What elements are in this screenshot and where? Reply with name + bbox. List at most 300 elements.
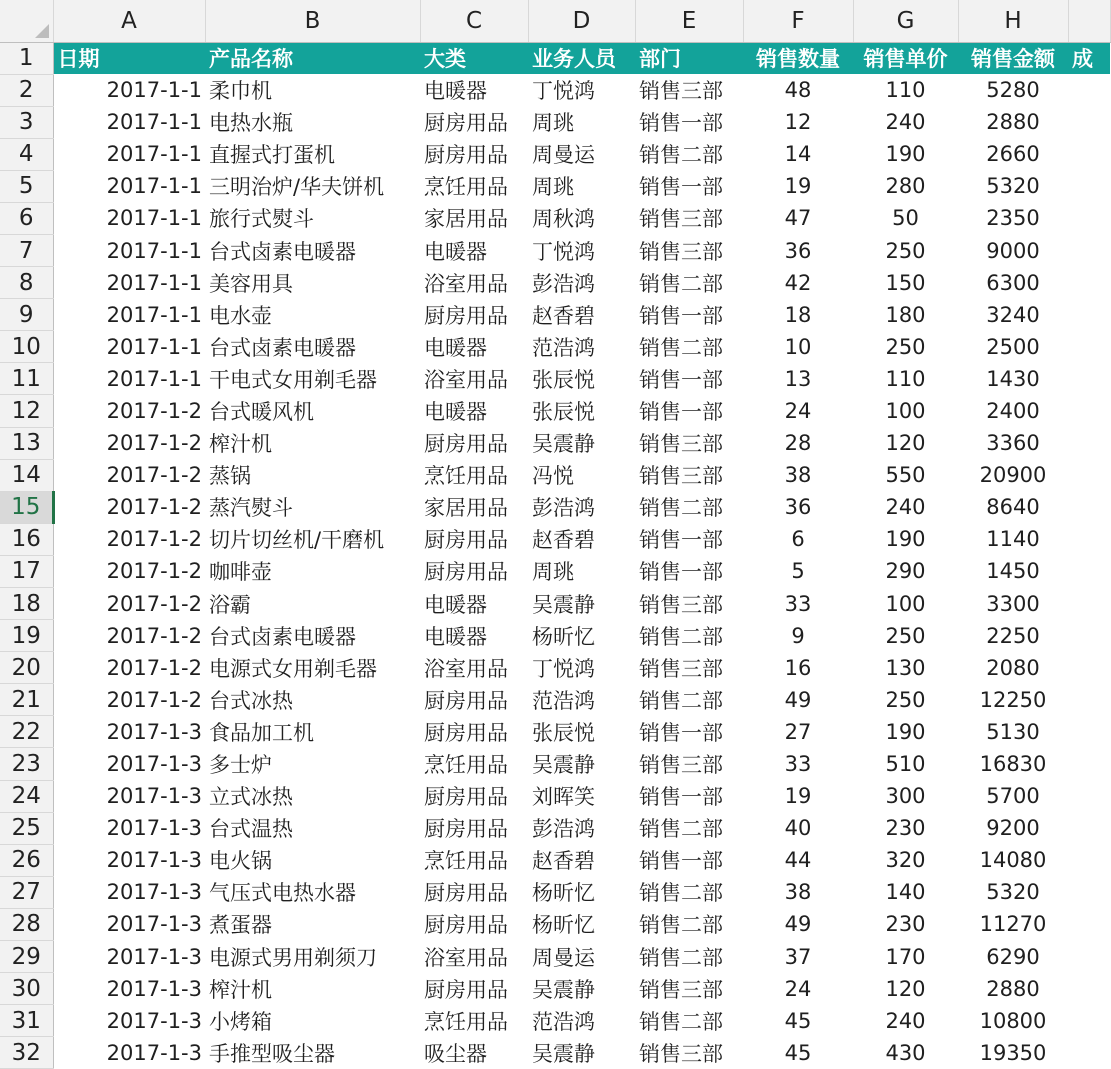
cell-salesperson[interactable]: 杨昕忆: [532, 624, 595, 649]
cell-unit-price[interactable]: 280: [885, 174, 926, 199]
header-cell-cost[interactable]: 成: [1068, 42, 1110, 74]
column-header-g[interactable]: G: [853, 0, 958, 42]
cell-category[interactable]: 厨房用品: [424, 977, 508, 1002]
cell-date[interactable]: 2017-1-3: [106, 1040, 202, 1065]
cell-category[interactable]: 电暖器: [424, 624, 487, 649]
cell-product[interactable]: 美容用具: [209, 271, 293, 296]
cell-salesperson[interactable]: 赵香碧: [532, 849, 595, 874]
cell-salesperson[interactable]: 赵香碧: [532, 303, 595, 328]
cell-category[interactable]: 厨房用品: [424, 913, 508, 938]
cell-product[interactable]: 咖啡壶: [209, 560, 272, 585]
cell-empty[interactable]: [1068, 876, 1110, 908]
row-number[interactable]: 2: [0, 74, 53, 106]
cell-date[interactable]: 2017-1-1: [106, 238, 202, 263]
row-number[interactable]: 18: [0, 588, 53, 620]
cell-salesperson[interactable]: 杨昕忆: [532, 881, 595, 906]
cell-amount[interactable]: 3300: [986, 591, 1040, 616]
cell-product[interactable]: 多士炉: [209, 753, 272, 778]
cell-department[interactable]: 销售三部: [639, 753, 723, 778]
cell-amount[interactable]: 9200: [986, 816, 1040, 841]
cell-salesperson[interactable]: 吴震静: [532, 1041, 595, 1066]
cell-category[interactable]: 烹饪用品: [424, 175, 508, 200]
cell-salesperson[interactable]: 周珧: [532, 175, 574, 200]
cell-quantity[interactable]: 24: [784, 398, 812, 423]
cell-unit-price[interactable]: 120: [885, 431, 926, 456]
cell-product[interactable]: 旅行式熨斗: [209, 207, 314, 232]
cell-date[interactable]: 2017-1-1: [106, 142, 202, 167]
cell-amount[interactable]: 14080: [979, 848, 1047, 873]
cell-category[interactable]: 厨房用品: [424, 817, 508, 842]
cell-department[interactable]: 销售二部: [639, 496, 723, 521]
row-number[interactable]: 16: [0, 523, 53, 555]
cell-unit-price[interactable]: 190: [885, 719, 926, 744]
cell-department[interactable]: 销售二部: [639, 1009, 723, 1034]
cell-salesperson[interactable]: 范浩鸿: [532, 335, 595, 360]
header-cell-quantity[interactable]: 销售数量: [743, 42, 853, 74]
row-number[interactable]: 20: [0, 652, 53, 684]
cell-salesperson[interactable]: 周秋鸿: [532, 207, 595, 232]
cell-product[interactable]: 榨汁机: [209, 432, 272, 457]
cell-department[interactable]: 销售三部: [639, 432, 723, 457]
cell-amount[interactable]: 8640: [986, 495, 1040, 520]
cell-empty[interactable]: [1068, 331, 1110, 363]
cell-amount[interactable]: 6290: [986, 944, 1040, 969]
cell-amount[interactable]: 2500: [986, 334, 1040, 359]
cell-salesperson[interactable]: 吴震静: [532, 753, 595, 778]
cell-unit-price[interactable]: 230: [885, 816, 926, 841]
cell-date[interactable]: 2017-1-1: [106, 110, 202, 135]
cell-product[interactable]: 台式冰热: [209, 688, 293, 713]
cell-amount[interactable]: 2350: [986, 206, 1040, 231]
cell-salesperson[interactable]: 丁悦鸿: [532, 656, 595, 681]
cell-date[interactable]: 2017-1-2: [106, 463, 202, 488]
cell-empty[interactable]: [1068, 620, 1110, 652]
cell-product[interactable]: 台式卤素电暖器: [209, 239, 356, 264]
cell-category[interactable]: 厨房用品: [424, 143, 508, 168]
cell-empty[interactable]: [1068, 234, 1110, 266]
cell-category[interactable]: 浴室用品: [424, 945, 508, 970]
cell-salesperson[interactable]: 周珧: [532, 560, 574, 585]
cell-salesperson[interactable]: 吴震静: [532, 592, 595, 617]
cell-amount[interactable]: 5320: [986, 880, 1040, 905]
cell-department[interactable]: 销售三部: [639, 656, 723, 681]
header-cell-salesperson[interactable]: 业务人员: [528, 42, 635, 74]
cell-product[interactable]: 柔巾机: [209, 79, 272, 104]
cell-department[interactable]: 销售二部: [639, 913, 723, 938]
cell-salesperson[interactable]: 范浩鸿: [532, 1009, 595, 1034]
cell-empty[interactable]: [1068, 844, 1110, 876]
cell-department[interactable]: 销售二部: [639, 143, 723, 168]
cell-salesperson[interactable]: 刘晖笑: [532, 785, 595, 810]
column-header-f[interactable]: F: [743, 0, 853, 42]
cell-amount[interactable]: 2250: [986, 623, 1040, 648]
header-cell-amount[interactable]: 销售金额: [958, 42, 1068, 74]
cell-quantity[interactable]: 33: [784, 591, 812, 616]
cell-empty[interactable]: [1068, 652, 1110, 684]
cell-unit-price[interactable]: 250: [885, 334, 926, 359]
cell-department[interactable]: 销售一部: [639, 720, 723, 745]
cell-amount[interactable]: 5700: [986, 784, 1040, 809]
cell-date[interactable]: 2017-1-1: [106, 78, 202, 103]
cell-unit-price[interactable]: 230: [885, 912, 926, 937]
cell-product[interactable]: 手推型吸尘器: [209, 1041, 335, 1066]
cell-department[interactable]: 销售一部: [639, 175, 723, 200]
cell-amount[interactable]: 2400: [986, 398, 1040, 423]
cell-empty[interactable]: [1068, 106, 1110, 138]
cell-date[interactable]: 2017-1-3: [106, 816, 202, 841]
cell-empty[interactable]: [1068, 812, 1110, 844]
cell-quantity[interactable]: 38: [784, 880, 812, 905]
cell-unit-price[interactable]: 130: [885, 655, 926, 680]
cell-date[interactable]: 2017-1-1: [106, 302, 202, 327]
cell-unit-price[interactable]: 240: [885, 495, 926, 520]
cell-category[interactable]: 浴室用品: [424, 271, 508, 296]
column-header-h[interactable]: H: [958, 0, 1068, 42]
cell-empty[interactable]: [1068, 523, 1110, 555]
cell-date[interactable]: 2017-1-1: [106, 270, 202, 295]
cell-salesperson[interactable]: 彭浩鸿: [532, 271, 595, 296]
cell-quantity[interactable]: 19: [784, 784, 812, 809]
row-number[interactable]: 26: [0, 844, 53, 876]
cell-quantity[interactable]: 45: [784, 1008, 812, 1033]
cell-amount[interactable]: 2660: [986, 142, 1040, 167]
cell-product[interactable]: 直握式打蛋机: [209, 143, 335, 168]
cell-category[interactable]: 厨房用品: [424, 688, 508, 713]
cell-quantity[interactable]: 6: [791, 527, 805, 552]
cell-department[interactable]: 销售一部: [639, 399, 723, 424]
cell-product[interactable]: 气压式电热水器: [209, 881, 356, 906]
cell-department[interactable]: 销售二部: [639, 881, 723, 906]
cell-quantity[interactable]: 38: [784, 463, 812, 488]
cell-empty[interactable]: [1068, 716, 1110, 748]
cell-amount[interactable]: 5320: [986, 174, 1040, 199]
cell-department[interactable]: 销售二部: [639, 817, 723, 842]
cell-category[interactable]: 电暖器: [424, 592, 487, 617]
cell-date[interactable]: 2017-1-3: [106, 912, 202, 937]
cell-product[interactable]: 电源式女用剃毛器: [209, 656, 377, 681]
cell-salesperson[interactable]: 冯悦: [532, 464, 574, 489]
cell-product[interactable]: 电热水瓶: [209, 111, 293, 136]
cell-unit-price[interactable]: 150: [885, 270, 926, 295]
cell-date[interactable]: 2017-1-2: [106, 398, 202, 423]
cell-department[interactable]: 销售一部: [639, 367, 723, 392]
cell-date[interactable]: 2017-1-2: [106, 655, 202, 680]
cell-quantity[interactable]: 37: [784, 944, 812, 969]
cell-empty[interactable]: [1068, 684, 1110, 716]
cell-unit-price[interactable]: 110: [885, 366, 926, 391]
cell-category[interactable]: 浴室用品: [424, 656, 508, 681]
cell-empty[interactable]: [1068, 941, 1110, 973]
column-header-c[interactable]: C: [420, 0, 528, 42]
cell-product[interactable]: 三明治炉/华夫饼机: [209, 175, 385, 200]
row-number[interactable]: 28: [0, 908, 53, 940]
cell-department[interactable]: 销售二部: [639, 335, 723, 360]
cell-category[interactable]: 厨房用品: [424, 111, 508, 136]
cell-date[interactable]: 2017-1-1: [106, 206, 202, 231]
cell-empty[interactable]: [1068, 427, 1110, 459]
cell-empty[interactable]: [1068, 299, 1110, 331]
cell-amount[interactable]: 2880: [986, 976, 1040, 1001]
row-number[interactable]: 23: [0, 748, 53, 780]
cell-unit-price[interactable]: 290: [885, 559, 926, 584]
cell-empty[interactable]: [1068, 1005, 1110, 1037]
row-number[interactable]: 31: [0, 1005, 53, 1037]
cell-product[interactable]: 煮蛋器: [209, 913, 272, 938]
cell-amount[interactable]: 1140: [986, 527, 1040, 552]
cell-quantity[interactable]: 45: [784, 1040, 812, 1065]
cell-date[interactable]: 2017-1-3: [106, 944, 202, 969]
cell-unit-price[interactable]: 250: [885, 623, 926, 648]
cell-department[interactable]: 销售一部: [639, 111, 723, 136]
cell-empty[interactable]: [1068, 555, 1110, 587]
cell-department[interactable]: 销售一部: [639, 849, 723, 874]
row-number[interactable]: 29: [0, 941, 53, 973]
cell-empty[interactable]: [1068, 170, 1110, 202]
cell-amount[interactable]: 9000: [986, 238, 1040, 263]
cell-category[interactable]: 厨房用品: [424, 560, 508, 585]
cell-date[interactable]: 2017-1-1: [106, 174, 202, 199]
cell-unit-price[interactable]: 250: [885, 687, 926, 712]
row-number[interactable]: 4: [0, 138, 53, 170]
cell-amount[interactable]: 16830: [979, 752, 1047, 777]
header-cell-date[interactable]: 日期: [53, 42, 205, 74]
cell-date[interactable]: 2017-1-3: [106, 848, 202, 873]
cell-salesperson[interactable]: 彭浩鸿: [532, 496, 595, 521]
cell-empty[interactable]: [1068, 780, 1110, 812]
row-number[interactable]: 21: [0, 684, 53, 716]
row-number[interactable]: 1: [0, 42, 53, 74]
cell-date[interactable]: 2017-1-2: [106, 495, 202, 520]
cell-quantity[interactable]: 9: [791, 623, 805, 648]
cell-date[interactable]: 2017-1-1: [106, 366, 202, 391]
cell-quantity[interactable]: 33: [784, 752, 812, 777]
cell-product[interactable]: 电水壶: [209, 303, 272, 328]
cell-salesperson[interactable]: 周曼运: [532, 143, 595, 168]
row-number[interactable]: 9: [0, 299, 53, 331]
cell-product[interactable]: 台式温热: [209, 817, 293, 842]
cell-amount[interactable]: 5130: [986, 719, 1040, 744]
cell-product[interactable]: 小烤箱: [209, 1009, 272, 1034]
cell-product[interactable]: 台式卤素电暖器: [209, 624, 356, 649]
cell-salesperson[interactable]: 周曼运: [532, 945, 595, 970]
cell-category[interactable]: 厨房用品: [424, 720, 508, 745]
row-number[interactable]: 8: [0, 267, 53, 299]
cell-quantity[interactable]: 36: [784, 238, 812, 263]
cell-unit-price[interactable]: 110: [885, 78, 926, 103]
header-cell-unit-price[interactable]: 销售单价: [853, 42, 958, 74]
cell-amount[interactable]: 3360: [986, 431, 1040, 456]
cell-amount[interactable]: 2880: [986, 110, 1040, 135]
cell-category[interactable]: 家居用品: [424, 496, 508, 521]
cell-unit-price[interactable]: 190: [885, 142, 926, 167]
row-number[interactable]: 11: [0, 363, 53, 395]
cell-date[interactable]: 2017-1-3: [106, 976, 202, 1001]
cell-product[interactable]: 干电式女用剃毛器: [209, 367, 377, 392]
cell-empty[interactable]: [1068, 459, 1110, 491]
cell-category[interactable]: 厨房用品: [424, 785, 508, 810]
cell-amount[interactable]: 11270: [979, 912, 1047, 937]
cell-salesperson[interactable]: 张辰悦: [532, 367, 595, 392]
cell-product[interactable]: 榨汁机: [209, 977, 272, 1002]
row-number[interactable]: 12: [0, 395, 53, 427]
cell-unit-price[interactable]: 50: [892, 206, 919, 231]
cell-category[interactable]: 烹饪用品: [424, 464, 508, 489]
cell-empty[interactable]: [1068, 395, 1110, 427]
cell-category[interactable]: 烹饪用品: [424, 1009, 508, 1034]
cell-salesperson[interactable]: 周珧: [532, 111, 574, 136]
cell-department[interactable]: 销售二部: [639, 688, 723, 713]
row-number[interactable]: 5: [0, 170, 53, 202]
cell-quantity[interactable]: 10: [784, 334, 812, 359]
cell-department[interactable]: 销售二部: [639, 624, 723, 649]
row-number[interactable]: 32: [0, 1037, 53, 1069]
cell-unit-price[interactable]: 190: [885, 527, 926, 552]
cell-unit-price[interactable]: 140: [885, 880, 926, 905]
cell-salesperson[interactable]: 张辰悦: [532, 399, 595, 424]
column-header-i[interactable]: [1068, 0, 1110, 42]
cell-category[interactable]: 家居用品: [424, 207, 508, 232]
cell-product[interactable]: 立式冰热: [209, 785, 293, 810]
cell-date[interactable]: 2017-1-2: [106, 431, 202, 456]
cell-date[interactable]: 2017-1-1: [106, 334, 202, 359]
cell-unit-price[interactable]: 100: [885, 398, 926, 423]
row-number[interactable]: 27: [0, 876, 53, 908]
cell-quantity[interactable]: 16: [784, 655, 812, 680]
cell-quantity[interactable]: 5: [791, 559, 805, 584]
cell-empty[interactable]: [1068, 588, 1110, 620]
cell-unit-price[interactable]: 180: [885, 302, 926, 327]
cell-unit-price[interactable]: 170: [885, 944, 926, 969]
cell-product[interactable]: 台式暖风机: [209, 399, 314, 424]
cell-product[interactable]: 台式卤素电暖器: [209, 335, 356, 360]
cell-unit-price[interactable]: 320: [885, 848, 926, 873]
cell-product[interactable]: 蒸汽熨斗: [209, 496, 293, 521]
cell-date[interactable]: 2017-1-3: [106, 719, 202, 744]
cell-department[interactable]: 销售二部: [639, 945, 723, 970]
cell-department[interactable]: 销售一部: [639, 560, 723, 585]
cell-salesperson[interactable]: 杨昕忆: [532, 913, 595, 938]
header-cell-category[interactable]: 大类: [420, 42, 528, 74]
cell-quantity[interactable]: 47: [784, 206, 812, 231]
cell-amount[interactable]: 5280: [986, 78, 1040, 103]
cell-empty[interactable]: [1068, 267, 1110, 299]
cell-category[interactable]: 电暖器: [424, 79, 487, 104]
select-all-corner[interactable]: [0, 0, 53, 42]
cell-product[interactable]: 蒸锅: [209, 464, 251, 489]
cell-quantity[interactable]: 24: [784, 976, 812, 1001]
cell-quantity[interactable]: 36: [784, 495, 812, 520]
cell-salesperson[interactable]: 吴震静: [532, 977, 595, 1002]
cell-date[interactable]: 2017-1-3: [106, 784, 202, 809]
cell-date[interactable]: 2017-1-2: [106, 559, 202, 584]
row-number[interactable]: 15: [0, 491, 53, 523]
cell-amount[interactable]: 10800: [979, 1008, 1047, 1033]
row-number[interactable]: 14: [0, 459, 53, 491]
cell-date[interactable]: 2017-1-2: [106, 623, 202, 648]
cell-empty[interactable]: [1068, 74, 1110, 106]
cell-product[interactable]: 食品加工机: [209, 720, 314, 745]
cell-product[interactable]: 浴霸: [209, 592, 251, 617]
cell-quantity[interactable]: 19: [784, 174, 812, 199]
cell-department[interactable]: 销售一部: [639, 528, 723, 553]
cell-salesperson[interactable]: 丁悦鸿: [532, 239, 595, 264]
row-number[interactable]: 24: [0, 780, 53, 812]
cell-quantity[interactable]: 49: [784, 687, 812, 712]
cell-date[interactable]: 2017-1-3: [106, 1008, 202, 1033]
cell-quantity[interactable]: 49: [784, 912, 812, 937]
cell-salesperson[interactable]: 吴震静: [532, 432, 595, 457]
cell-empty[interactable]: [1068, 908, 1110, 940]
cell-quantity[interactable]: 28: [784, 431, 812, 456]
cell-empty[interactable]: [1068, 973, 1110, 1005]
cell-amount[interactable]: 1430: [986, 366, 1040, 391]
cell-department[interactable]: 销售一部: [639, 785, 723, 810]
cell-amount[interactable]: 2080: [986, 655, 1040, 680]
cell-unit-price[interactable]: 300: [885, 784, 926, 809]
column-header-a[interactable]: A: [53, 0, 205, 42]
cell-salesperson[interactable]: 赵香碧: [532, 528, 595, 553]
cell-quantity[interactable]: 48: [784, 78, 812, 103]
cell-department[interactable]: 销售三部: [639, 977, 723, 1002]
cell-category[interactable]: 电暖器: [424, 335, 487, 360]
row-number[interactable]: 13: [0, 427, 53, 459]
column-header-e[interactable]: E: [635, 0, 743, 42]
cell-empty[interactable]: [1068, 1037, 1110, 1069]
cell-quantity[interactable]: 44: [784, 848, 812, 873]
row-number[interactable]: 10: [0, 331, 53, 363]
cell-product[interactable]: 切片切丝机/干磨机: [209, 528, 385, 553]
cell-category[interactable]: 电暖器: [424, 239, 487, 264]
cell-category[interactable]: 厨房用品: [424, 881, 508, 906]
row-number[interactable]: 25: [0, 812, 53, 844]
cell-category[interactable]: 烹饪用品: [424, 753, 508, 778]
cell-category[interactable]: 烹饪用品: [424, 849, 508, 874]
cell-department[interactable]: 销售三部: [639, 207, 723, 232]
cell-quantity[interactable]: 12: [784, 110, 812, 135]
cell-unit-price[interactable]: 120: [885, 976, 926, 1001]
cell-amount[interactable]: 12250: [979, 687, 1047, 712]
cell-department[interactable]: 销售三部: [639, 239, 723, 264]
cell-salesperson[interactable]: 丁悦鸿: [532, 79, 595, 104]
cell-department[interactable]: 销售三部: [639, 592, 723, 617]
cell-amount[interactable]: 19350: [979, 1040, 1047, 1065]
cell-unit-price[interactable]: 240: [885, 1008, 926, 1033]
row-number[interactable]: 30: [0, 973, 53, 1005]
cell-amount[interactable]: 1450: [986, 559, 1040, 584]
cell-date[interactable]: 2017-1-2: [106, 527, 202, 552]
cell-unit-price[interactable]: 100: [885, 591, 926, 616]
column-header-b[interactable]: B: [205, 0, 420, 42]
cell-unit-price[interactable]: 240: [885, 110, 926, 135]
cell-quantity[interactable]: 14: [784, 142, 812, 167]
cell-quantity[interactable]: 42: [784, 270, 812, 295]
cell-product[interactable]: 电火锅: [209, 849, 272, 874]
cell-unit-price[interactable]: 510: [885, 752, 926, 777]
row-number[interactable]: 22: [0, 716, 53, 748]
cell-amount[interactable]: 3240: [986, 302, 1040, 327]
cell-category[interactable]: 浴室用品: [424, 367, 508, 392]
cell-department[interactable]: 销售一部: [639, 303, 723, 328]
row-number[interactable]: 17: [0, 555, 53, 587]
row-number[interactable]: 7: [0, 234, 53, 266]
cell-category[interactable]: 吸尘器: [424, 1041, 487, 1066]
header-cell-product[interactable]: 产品名称: [205, 42, 420, 74]
cell-quantity[interactable]: 40: [784, 816, 812, 841]
cell-empty[interactable]: [1068, 138, 1110, 170]
row-number[interactable]: 19: [0, 620, 53, 652]
cell-salesperson[interactable]: 范浩鸿: [532, 688, 595, 713]
cell-category[interactable]: 厨房用品: [424, 432, 508, 457]
